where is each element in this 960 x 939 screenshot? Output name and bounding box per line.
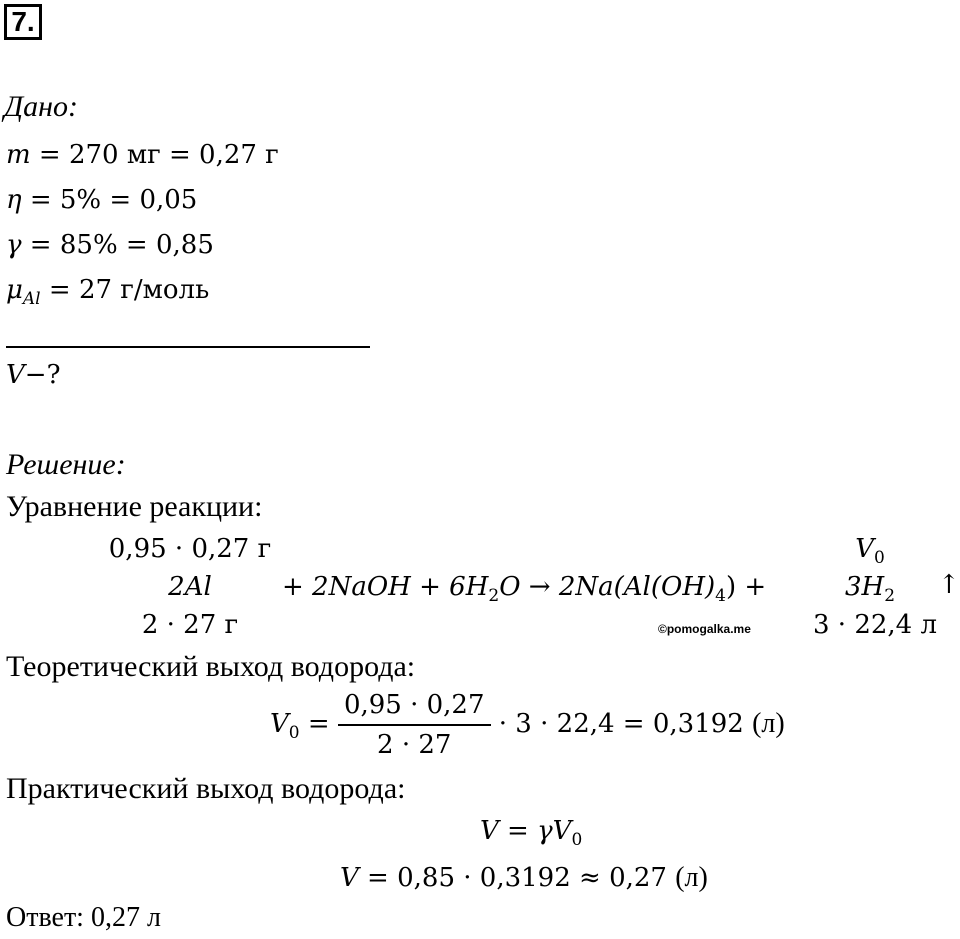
practice-rest-2: = 0,85 · 0,3192 ≈ 0,27	[358, 863, 667, 893]
v0-subscript: 0	[873, 548, 885, 568]
theory-unit: (л)	[752, 708, 785, 739]
theory-fraction	[338, 690, 491, 760]
find-symbol: V	[6, 360, 25, 390]
fraction-bar	[338, 724, 491, 726]
theory-lhs-sub: 0	[288, 723, 300, 743]
al-mass-below: 2 · 27 г	[141, 610, 239, 640]
mu-subscript: Al	[22, 289, 41, 309]
gas-arrow-icon: ↑	[938, 570, 960, 600]
given-heading: Дано:	[4, 90, 78, 123]
practice-lhs-1: V	[480, 816, 499, 846]
gamma-symbol: γ	[6, 230, 22, 260]
problem-number: 7.	[4, 4, 42, 40]
theory-eq: =	[307, 709, 330, 739]
practice-formula-1	[480, 816, 582, 850]
equation-label: Уравнение реакции:	[6, 490, 263, 523]
theory-denominator: 2 · 27	[377, 730, 452, 760]
mu-symbol: μ	[6, 275, 23, 305]
theory-label: Теоретический выход водорода:	[6, 650, 416, 683]
practice-v0-sub: 0	[571, 830, 583, 850]
theory-formula	[270, 690, 785, 760]
h2-formula	[810, 572, 930, 606]
v0-symbol: V	[855, 534, 874, 564]
mass-symbol: m	[6, 140, 31, 170]
find-rest: −?	[24, 360, 61, 390]
h2-volume-above	[810, 534, 930, 568]
h2-volume-below: 3 · 22,4 л	[812, 610, 937, 640]
al-formula: 2Al	[168, 572, 212, 602]
h2-subscript: 2	[884, 586, 896, 606]
find-line	[6, 360, 61, 390]
given-line-molar-mass	[6, 275, 209, 309]
given-line-mass	[6, 140, 279, 170]
watermark: ©pomogalka.me	[658, 622, 751, 636]
solution-heading: Решение:	[6, 448, 126, 481]
equation-middle	[282, 572, 766, 606]
practice-label: Практический выход водорода:	[6, 772, 406, 805]
theory-lhs: V	[270, 709, 289, 739]
equation-part-2: O → 2Na(Al(OH)	[499, 572, 716, 602]
equation-part-1: + 2NaOH + 6H	[282, 572, 489, 602]
given-line-eta	[6, 185, 197, 215]
practice-eq-1: =	[498, 816, 538, 846]
given-line-gamma	[6, 230, 214, 260]
mu-value: = 27 г/моль	[40, 275, 210, 305]
theory-numerator: 0,95 · 0,27	[343, 690, 485, 720]
theory-rest: · 3 · 22,4 = 0,3192	[498, 709, 744, 739]
answer: Ответ: 0,27 л	[6, 902, 161, 933]
practice-lhs-2: V	[340, 863, 359, 893]
practice-gamma-v: γV	[537, 816, 572, 846]
mass-value: = 270 мг = 0,27 г	[30, 140, 279, 170]
given-divider	[6, 346, 370, 348]
oh-subscript: 4	[715, 586, 726, 606]
al-mass-above: 0,95 · 0,27 г	[108, 534, 272, 564]
h2-coef: 3H	[844, 572, 885, 602]
gamma-value: = 85% = 0,85	[21, 230, 214, 260]
practice-unit: (л)	[675, 862, 708, 893]
eta-symbol: η	[6, 185, 22, 215]
equation-part-3: ) +	[725, 572, 767, 602]
h2o-subscript: 2	[488, 586, 500, 606]
eta-value: = 5% = 0,05	[21, 185, 198, 215]
practice-formula-2	[340, 862, 708, 894]
